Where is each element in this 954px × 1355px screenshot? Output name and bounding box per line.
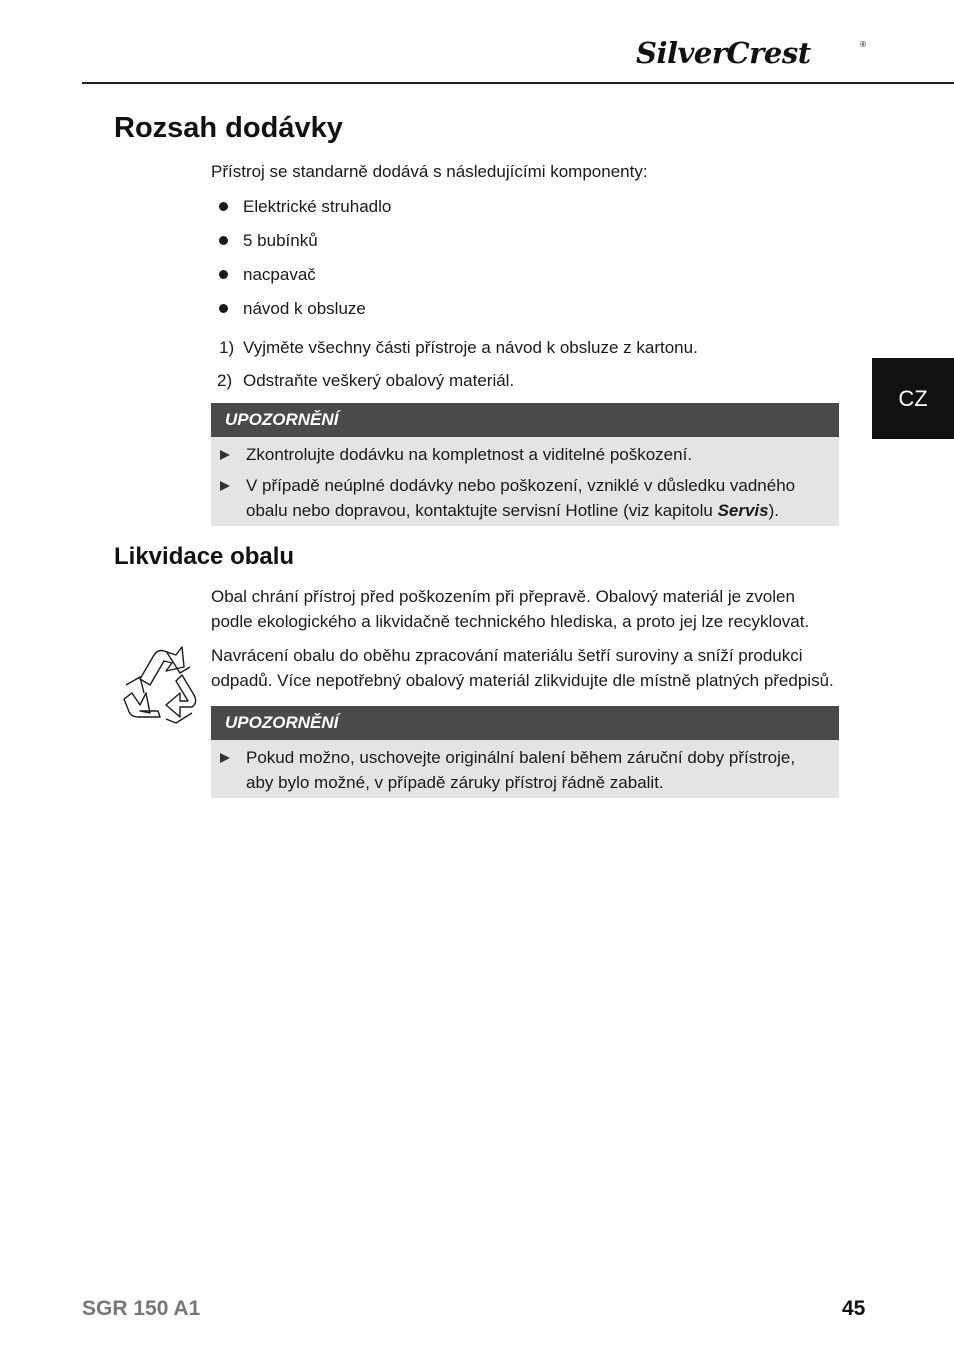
- bullet-icon: [219, 270, 228, 279]
- section-title-delivery: Rozsah dodávky: [114, 112, 343, 144]
- warning-box-packaging: [211, 706, 839, 798]
- warning-item: [211, 442, 839, 467]
- warning-text: Zkontrolujte dodávku na kompletnost a viditelné poškození.: [246, 445, 693, 464]
- bullet-icon: [219, 304, 228, 313]
- language-tab: [872, 358, 954, 439]
- page-number: 45: [842, 1297, 866, 1320]
- step-text: Vyjměte všechny části přístroje a návod k obsluze z kartonu.: [243, 338, 698, 357]
- section-title-packaging: Likvidace obalu: [114, 543, 295, 570]
- step-number: 1): [219, 338, 235, 357]
- warning-text: Pokud možno, uschovejte originální balení během záruční doby přístroje,: [246, 748, 796, 767]
- brand-logo: [636, 36, 866, 72]
- packaging-paragraph: Obal chrání přístroj před poškozením při přepravě. Obalový materiál je zvolen: [211, 587, 795, 606]
- bullet-icon: [219, 202, 228, 211]
- packaging-paragraph: odpadů. Více nepotřebný obalový materiál zlikvidujte dle místně platných předpisů.: [211, 671, 834, 690]
- packaging-paragraph: podle ekologického a likvidačně technického hlediska, a proto jej lze recyklovat.: [211, 612, 810, 631]
- warning-text: ).: [768, 501, 779, 520]
- warning-text: V případě neúplné dodávky nebo poškození, vzniklé v důsledku vadného: [246, 476, 796, 495]
- chapter-reference: Servis: [717, 501, 769, 520]
- header-rule: [82, 82, 954, 84]
- arrow-right-icon: [220, 450, 230, 460]
- bullet-icon: [219, 236, 228, 245]
- packaging-paragraph: Navrácení obalu do oběhu zpracování materiálu šetří suroviny a sníží produkci: [211, 646, 803, 665]
- registered-mark: ®: [860, 40, 866, 49]
- warning-box-delivery: [211, 403, 839, 526]
- delivery-item: nacpavač: [243, 265, 316, 284]
- recycle-icon: [120, 643, 206, 727]
- arrow-right-icon: [220, 753, 230, 763]
- arrow-right-icon: [220, 481, 230, 491]
- delivery-item: návod k obsluze: [243, 299, 366, 318]
- warning-heading: UPOZORNĚNÍ: [211, 403, 839, 437]
- warning-item: [211, 473, 839, 523]
- step-text: Odstraňte veškerý obalový materiál.: [243, 371, 515, 390]
- brand-name: SilverCrest: [636, 36, 811, 70]
- warning-text: obalu nebo dopravou, kontaktujte servisní Hotline (viz kapitolu: [246, 501, 718, 520]
- footer-model: SGR 150 A1: [82, 1297, 201, 1320]
- step-number: 2): [217, 371, 233, 390]
- warning-text: aby bylo možné, v případě záruky přístroj řádně zabalit.: [246, 773, 664, 792]
- delivery-item: Elektrické struhadlo: [243, 197, 392, 216]
- warning-heading: UPOZORNĚNÍ: [211, 706, 839, 740]
- language-tab-label: CZ: [898, 385, 928, 411]
- delivery-item: 5 bubínků: [243, 231, 318, 250]
- delivery-intro: Přístroj se standarně dodává s následujícími komponenty:: [211, 162, 648, 181]
- warning-item: [211, 745, 839, 795]
